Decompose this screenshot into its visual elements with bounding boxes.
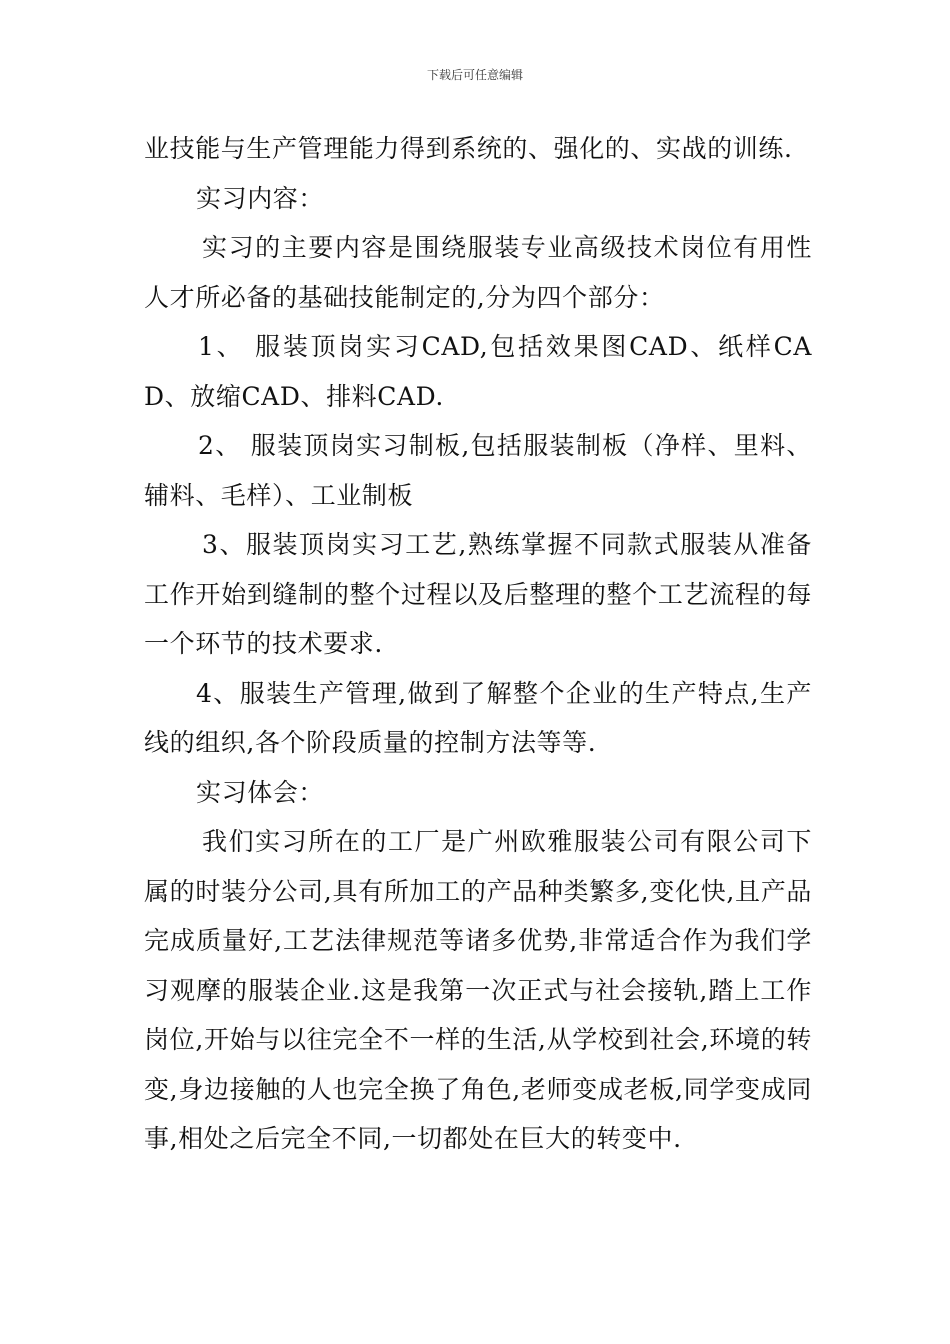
list-item-pattern-making: 2、 服装顶岗实习制板,包括服装制板（净样、里料、辅料、毛样）、工业制板 (144, 431, 812, 510)
page-header-note: 下载后可任意编辑 (426, 68, 523, 82)
list-item-production-management: 4、服装生产管理,做到了解整个企业的生产特点,生产线的组织,各个阶段质量的控制方法等等. (144, 678, 812, 757)
paragraph-main-content: 实习的主要内容是围绕服装专业高级技术岗位有用性人才所必备的基础技能制定的,分为四个部分： (144, 233, 812, 312)
section-heading-internship-content: 实习内容： (196, 183, 325, 213)
paragraph-continuation: 业技能与生产管理能力得到系统的、强化的、实战的训练. (144, 134, 793, 163)
list-item-cad: 1、 服装顶岗实习CAD,包括效果图CAD、纸样CAD、放缩CAD、排料CAD. (144, 332, 812, 411)
list-item-craft: 3、服装顶岗实习工艺,熟练掌握不同款式服装从准备工作开始到缝制的整个过程以及后整理的整个工艺流程的每一个环节的技术要求. (144, 530, 812, 658)
section-heading-internship-experience: 实习体会： (196, 777, 325, 807)
paragraph-experience: 我们实习所在的工厂是广州欧雅服装公司有限公司下属的时装分公司,具有所加工的产品种类繁多,变化快,且产品完成质量好,工艺法律规范等诸多优势,非常适合作为我们学习观摩的服装企业.这是我第一次正式与社会接轨,踏上工作岗位,开始与以往完全不一样的生活,从学校到社会,环境的转变,身边接触的人也完全换了角色,老师变成老板,同学变成同事,相处之后完全不同,一切都处在巨大的转变中. (144, 827, 812, 1153)
document-body (144, 124, 812, 1164)
